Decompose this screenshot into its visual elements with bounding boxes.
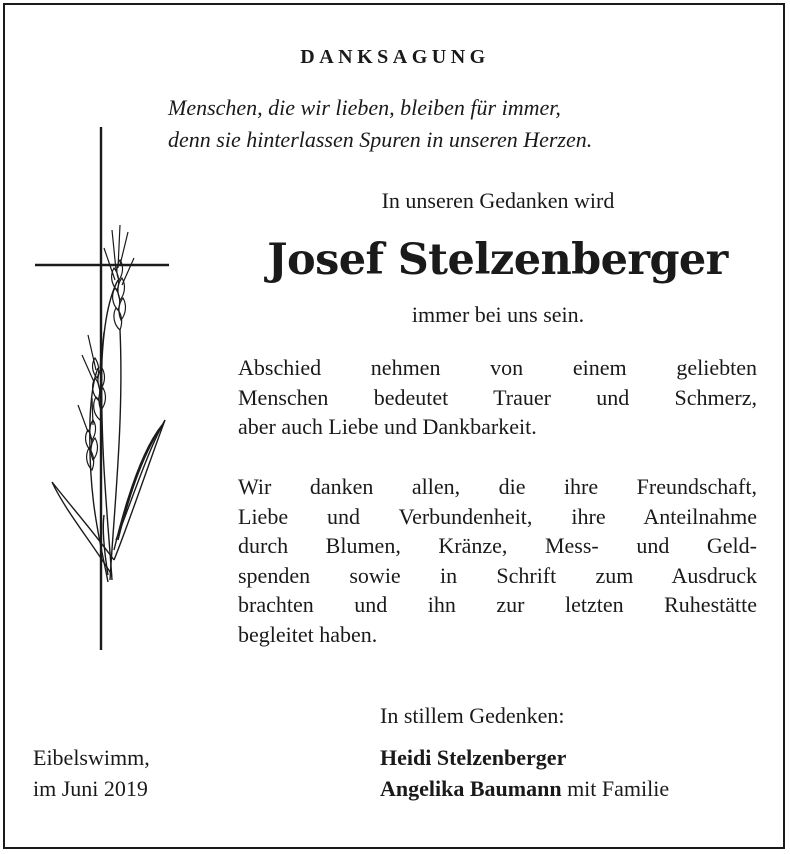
paragraph-line: durch Blumen, Kränze, Mess- und Geld- (238, 533, 757, 558)
paragraph-line: Menschen bedeutet Trauer und Schmerz, (238, 384, 757, 410)
motto-line-1: Menschen, die wir lieben, bleiben für immer, (168, 95, 561, 120)
motto-line-2: denn sie hinterlassen Spuren in unseren Herzen. (168, 127, 593, 152)
intro-text: In unseren Gedanken wird (381, 188, 615, 213)
wheat-icon (52, 225, 165, 582)
paragraph-line: spenden sowie in Schrift zum Ausdruck (238, 562, 757, 588)
date-text: im Juni 2019 (33, 776, 148, 801)
paragraph-line: Liebe und Verbundenheit, ihre Anteilnahme (238, 503, 757, 529)
paragraph-thanks (238, 472, 757, 649)
signatory-1: Heidi Stelzenberger (380, 745, 567, 770)
paragraph-line: brachten und ihn zur letzten Ruhestätte (238, 592, 757, 617)
paragraph-farewell (238, 353, 757, 442)
paragraph-line: begleitet haben. (238, 621, 378, 647)
place-text: Eibelswimm, (33, 745, 150, 770)
paragraph-line: aber auch Liebe und Dankbarkeit. (238, 414, 537, 439)
motto (168, 92, 592, 156)
paragraph-line: Abschied nehmen von einem geliebten (238, 355, 757, 380)
cross-with-wheat-icon (30, 120, 190, 660)
signatory-2-name: Angelika Baumann (380, 776, 562, 801)
paragraph-line: Wir danken allen, die ihre Freundschaft, (238, 474, 757, 499)
deceased-name: Josef Stelzenberger (267, 235, 728, 285)
signatory-2-suffix: mit Familie (561, 776, 670, 801)
closing-text: In stillem Gedenken: (380, 703, 565, 728)
signatory-2 (380, 776, 669, 802)
after-name-text: immer bei uns sein. (411, 302, 585, 327)
notice-heading: DANKSAGUNG (300, 46, 490, 68)
